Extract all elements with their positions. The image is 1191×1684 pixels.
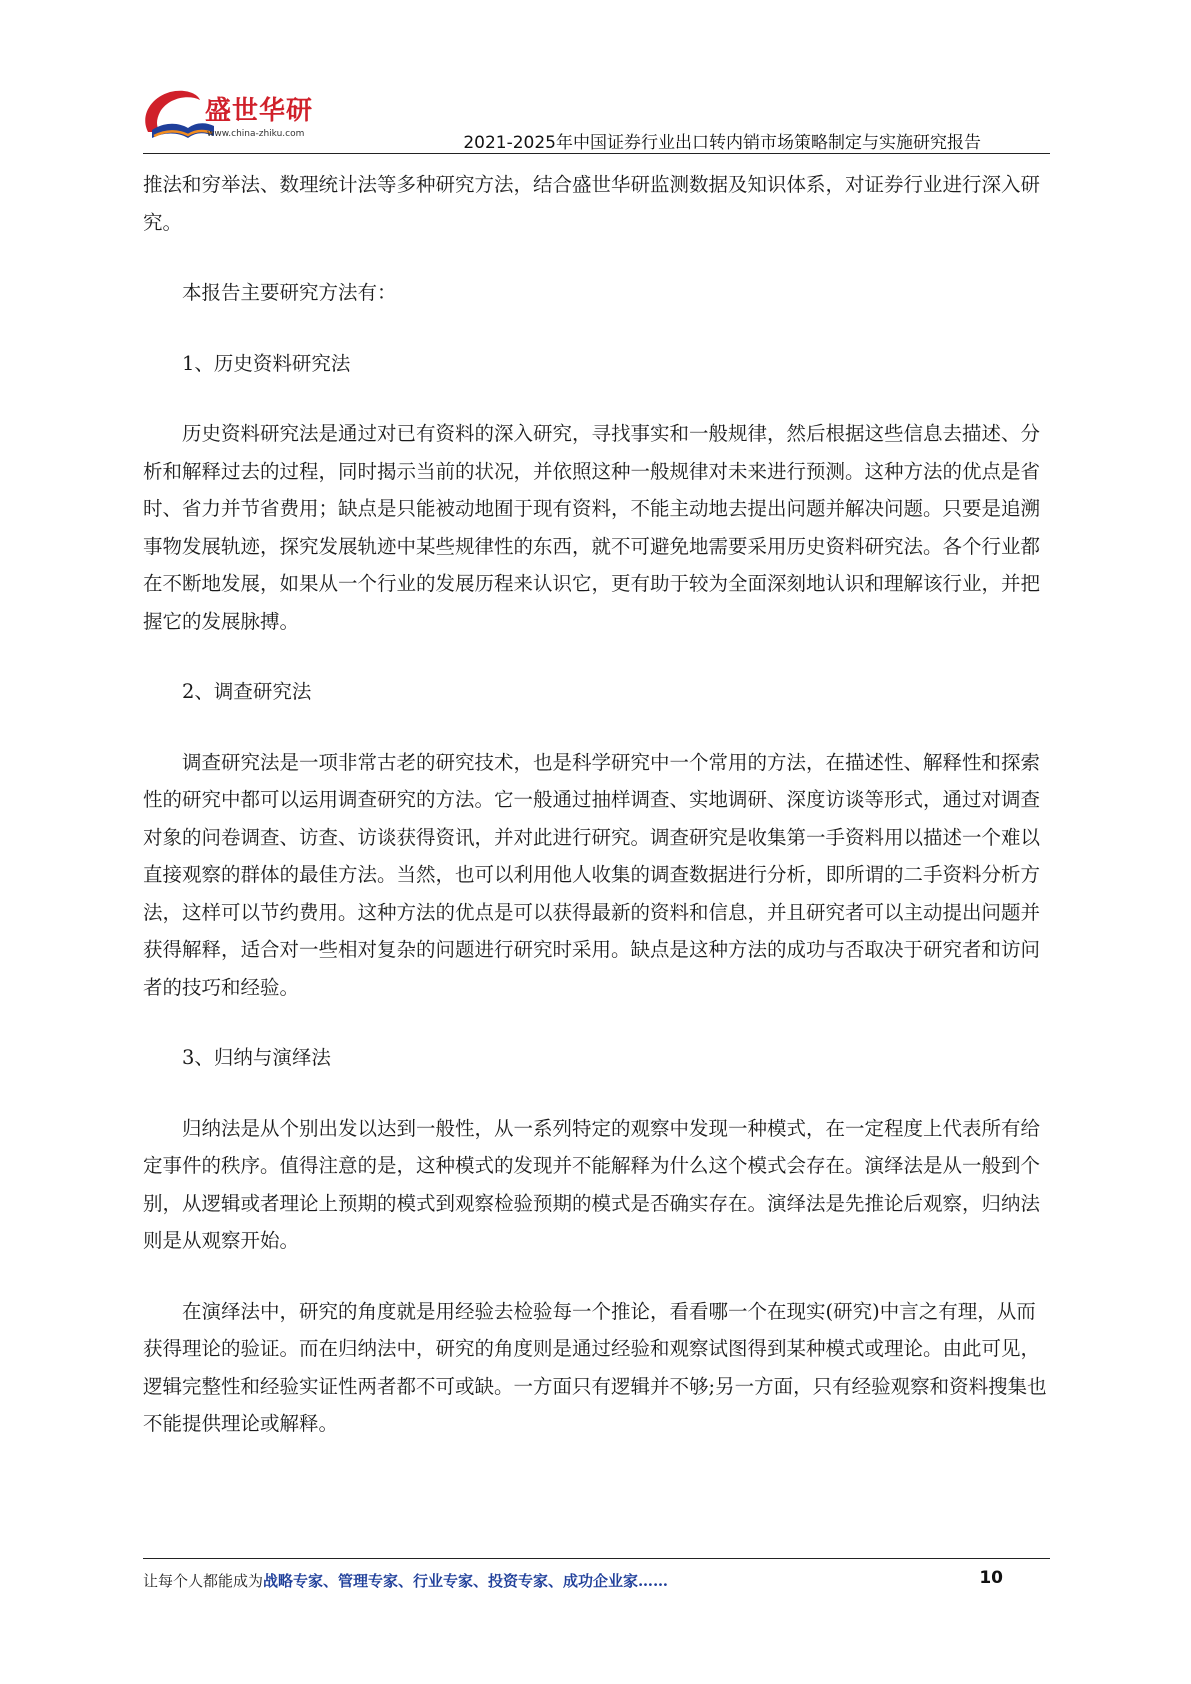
footer-divider — [143, 1558, 1050, 1559]
section-heading-induction: 3、归纳与演绎法 — [182, 1046, 331, 1069]
brand-name: 盛世华研 — [205, 96, 314, 126]
footer-slogan — [143, 1570, 668, 1591]
header-divider — [143, 153, 1050, 154]
paragraph-methods-intro: 本报告主要研究方法有： — [182, 281, 397, 304]
paragraph-induction-method: 归纳法是从个别出发以达到一般性，从一系列特定的观察中发现一种模式，在一定程度上代表所有给定事件的秩序。值得注意的是，这种模式的发现并不能解释为什么这个模式会存在。演绎法是从一般到个别，从逻辑或者理论上预期的模式到观察检验预期的模式是否确实存在。演绎法是先推论后观察，归纳法则是从观察开始。 — [143, 1116, 1041, 1252]
paragraph-deduction-method: 在演绎法中，研究的角度就是用经验去检验每一个推论，看看哪一个在现实(研究)中言之有理，从而获得理论的验证。而在归纳法中，研究的角度则是通过经验和观察试图得到某种模式或理论。由此可见，逻辑完整性和经验实证性两者都不可或缺。一方面只有逻辑并不够;另一方面，只有经验观察和资料搜集也不能提供理论或解释。 — [143, 1299, 1047, 1435]
footer-slogan-roles: 战略专家、管理专家、行业专家、投资专家、成功企业家…… — [263, 1572, 669, 1590]
paragraph-history-method: 历史资料研究法是通过对已有资料的深入研究，寻找事实和一般规律，然后根据这些信息去描述、分析和解释过去的过程，同时揭示当前的状况，并依照这种一般规律对未来进行预测。这种方法的优点是省时、省力并节省费用；缺点是只能被动地囿于现有资料，不能主动地去提出问题并解决问题。只要是追溯事物发展轨迹，探究发展轨迹中某些规律性的东西，就不可避免地需要采用历史资料研究法。各个行业都在不断地发展，如果从一个行业的发展历程来认识它，更有助于较为全面深刻地认识和理解该行业，并把握它的发展脉搏。 — [143, 422, 1041, 633]
report-title: 2021-2025年中国证券行业出口转内销市场策略制定与实施研究报告 — [463, 133, 981, 153]
paragraph-survey-method: 调查研究法是一项非常古老的研究技术，也是科学研究中一个常用的方法，在描述性、解释性和探索性的研究中都可以运用调查研究的方法。它一般通过抽样调查、实地调研、深度访谈等形式，通过对调查对象的问卷调查、访查、访谈获得资讯，并对此进行研究。调查研究是收集第一手资料用以描述一个难以直接观察的群体的最佳方法。当然，也可以利用他人收集的调查数据进行分析，即所谓的二手资料分析方法，这样可以节约费用。这种方法的优点是可以获得最新的资料和信息，并且研究者可以主动提出问题并获得解释，适合对一些相对复杂的问题进行研究时采用。缺点是这种方法的成功与否取决于研究者和访问者的技巧和经验。 — [143, 750, 1041, 999]
page-number: 10 — [979, 1568, 1003, 1588]
paragraph-continued: 推法和穷举法、数理统计法等多种研究方法，结合盛世华研监测数据及知识体系，对证券行业进行深入研究。 — [143, 173, 1041, 234]
brand-url: www.china-zhiku.com — [207, 129, 305, 139]
section-heading-survey: 2、调查研究法 — [182, 680, 312, 703]
page-body — [143, 166, 1050, 1443]
section-heading-history: 1、历史资料研究法 — [182, 351, 351, 375]
footer-slogan-lead: 让每个人都能成为 — [143, 1572, 264, 1590]
